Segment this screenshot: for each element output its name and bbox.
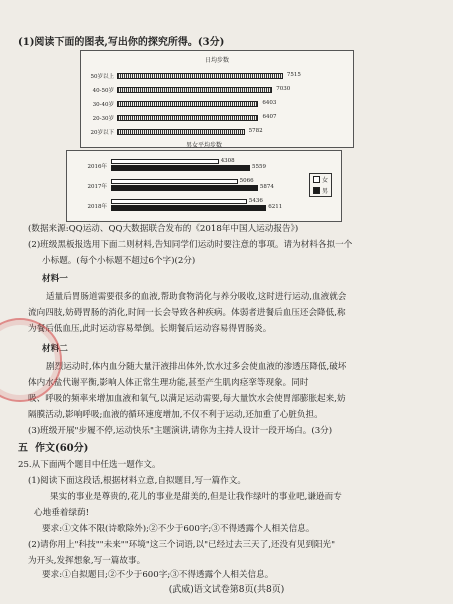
data-source-note: (数据来源:QQ运动、QQ大数据联合发布的《2018年中国人运动报告》) [28,224,299,234]
chart1-value-label: 6407 [262,114,277,120]
chart2-male-value: 6211 [268,204,283,210]
material2-title: 材料二 [42,344,68,354]
q25-option2-line2: 为开头,发挥想象,写一篇故事。 [28,556,146,566]
material1-line3: 为餐后低血压,此时运动容易晕倒。长期餐后运动容易得胃肠炎。 [28,324,272,334]
q25-quote-line2: 心地垂着绿荫! [34,508,90,518]
chart1-title: 日均步数 [204,57,229,64]
chart1-value-label: 7515 [286,72,301,78]
chart2-legend-item [310,185,331,196]
page-footer: (武威)语文试卷第8页(共8页) [168,585,285,595]
chart2-female-value: 4308 [220,158,235,164]
chart1-category-label: 30-40岁 [92,102,114,108]
chart1-value-label: 7030 [276,86,291,92]
chart2-male-value: 5559 [251,164,266,170]
chart1-category-label: 50岁以上 [90,74,114,80]
chart1-category-label: 20-30岁 [92,116,114,122]
chart1-category-label: 40-50岁 [92,88,114,94]
chart2-legend-item [310,174,331,185]
chart1-value-label: 6403 [262,100,277,106]
material1-title: 材料一 [42,274,68,284]
q3-prompt: (3)班级开展"步履不停,运动快乐"主题演讲,请你为主持人设计一段开场白。(3分) [28,426,333,436]
chart2-female-value: 5066 [239,178,254,184]
chart2-male-bar [111,205,266,211]
chart2-female-bar [111,179,238,184]
q2-prompt-line2: 小标题。(每个小标题不超过6个字)(2分) [42,256,196,266]
chart2-title: 男女平均步数 [185,142,222,149]
q2-prompt-line1: (2)班级黑板报选用下面二则材料,告知同学们运动时要注意的事项。请为材料各拟一个 [28,240,353,250]
q25-requirement1: 要求:①文体不限(诗歌除外);②不少于600字;③不得透露个人相关信息。 [42,524,315,534]
material2-line1: 剧烈运动时,体内血分随大量汗液排出体外,饮水过多会使血液的渗透压降低,破坏 [46,362,347,372]
chart2-legend [309,173,332,197]
chart1-bar [117,73,283,79]
chart1-bar [117,129,245,135]
chart2-male-bar [111,165,250,171]
chart1-bar [117,87,272,93]
chart2-legend-label: 女 [322,177,329,184]
q25-requirement2: 要求:①自拟题目;②不少于600字;③不得透露个人相关信息。 [42,570,274,580]
q1-prompt: (1)阅读下面的图表,写出你的探究所得。(3分) [18,37,225,48]
q25-quote-line1: 果实的事业是尊贵的,花儿的事业是甜美的,但是让我作绿叶的事业吧,谦逊而专 [50,492,342,502]
material2-line2: 体内水盐代谢平衡,影响人体正常生理功能,甚至产生肌肉痉挛等现象。同时 [28,378,309,388]
section5-heading [18,442,88,455]
chart2-legend-swatch [313,176,320,183]
chart2-category-label: 2017年 [87,184,107,190]
section5-number: 五 [18,443,28,454]
chart2-female-value: 5436 [248,198,263,204]
chart1-category-label: 20岁以下 [90,130,114,136]
chart1-bar [117,101,258,107]
q25-option1-prompt: (1)阅读下面这段话,根据材料立意,自拟题目,写一篇作文。 [28,476,247,486]
section5-title: 作文(60分) [34,443,89,454]
chart1-bar [117,115,258,121]
material2-line4: 隔膜活动,影响呼吸;血液的循环速度增加,不仅不利于运动,还加重了心脏负担。 [28,410,323,420]
q25-head: 25.从下面两个题目中任选一题作文。 [18,460,161,470]
material1-line2: 流向四肢,妨碍胃肠的消化,时间一长会导致各种疾病。体弱者进餐后血压还会降低,称 [28,308,346,318]
chart2-male-bar [111,185,258,191]
q25-option2-line1: (2)请你用上"科技""未来""环境"这三个词语,以"已经过去三天了,还没有见到阳光" [28,540,336,550]
chart2-legend-swatch [313,187,320,194]
chart1-value-label: 5782 [248,128,263,134]
chart2-category-label: 2018年 [87,204,107,210]
chart2-female-bar [111,159,219,164]
chart2-category-label: 2016年 [87,164,107,170]
chart2-female-bar [111,199,247,204]
chart2-male-value: 5874 [259,184,274,190]
gender-steps-chart [66,142,342,222]
chart2-legend-label: 男 [322,188,329,195]
daily-steps-chart [80,50,354,148]
material2-line3: 吸、呼吸的频率来增加血液和氧气,以满足运动需要,每大量饮水会使胃部膨胀起来,妨 [28,394,346,404]
material1-line1: 适量后胃肠道需要很多的血液,帮助食物消化与养分吸收,这时进行运动,血液就会 [46,292,347,302]
